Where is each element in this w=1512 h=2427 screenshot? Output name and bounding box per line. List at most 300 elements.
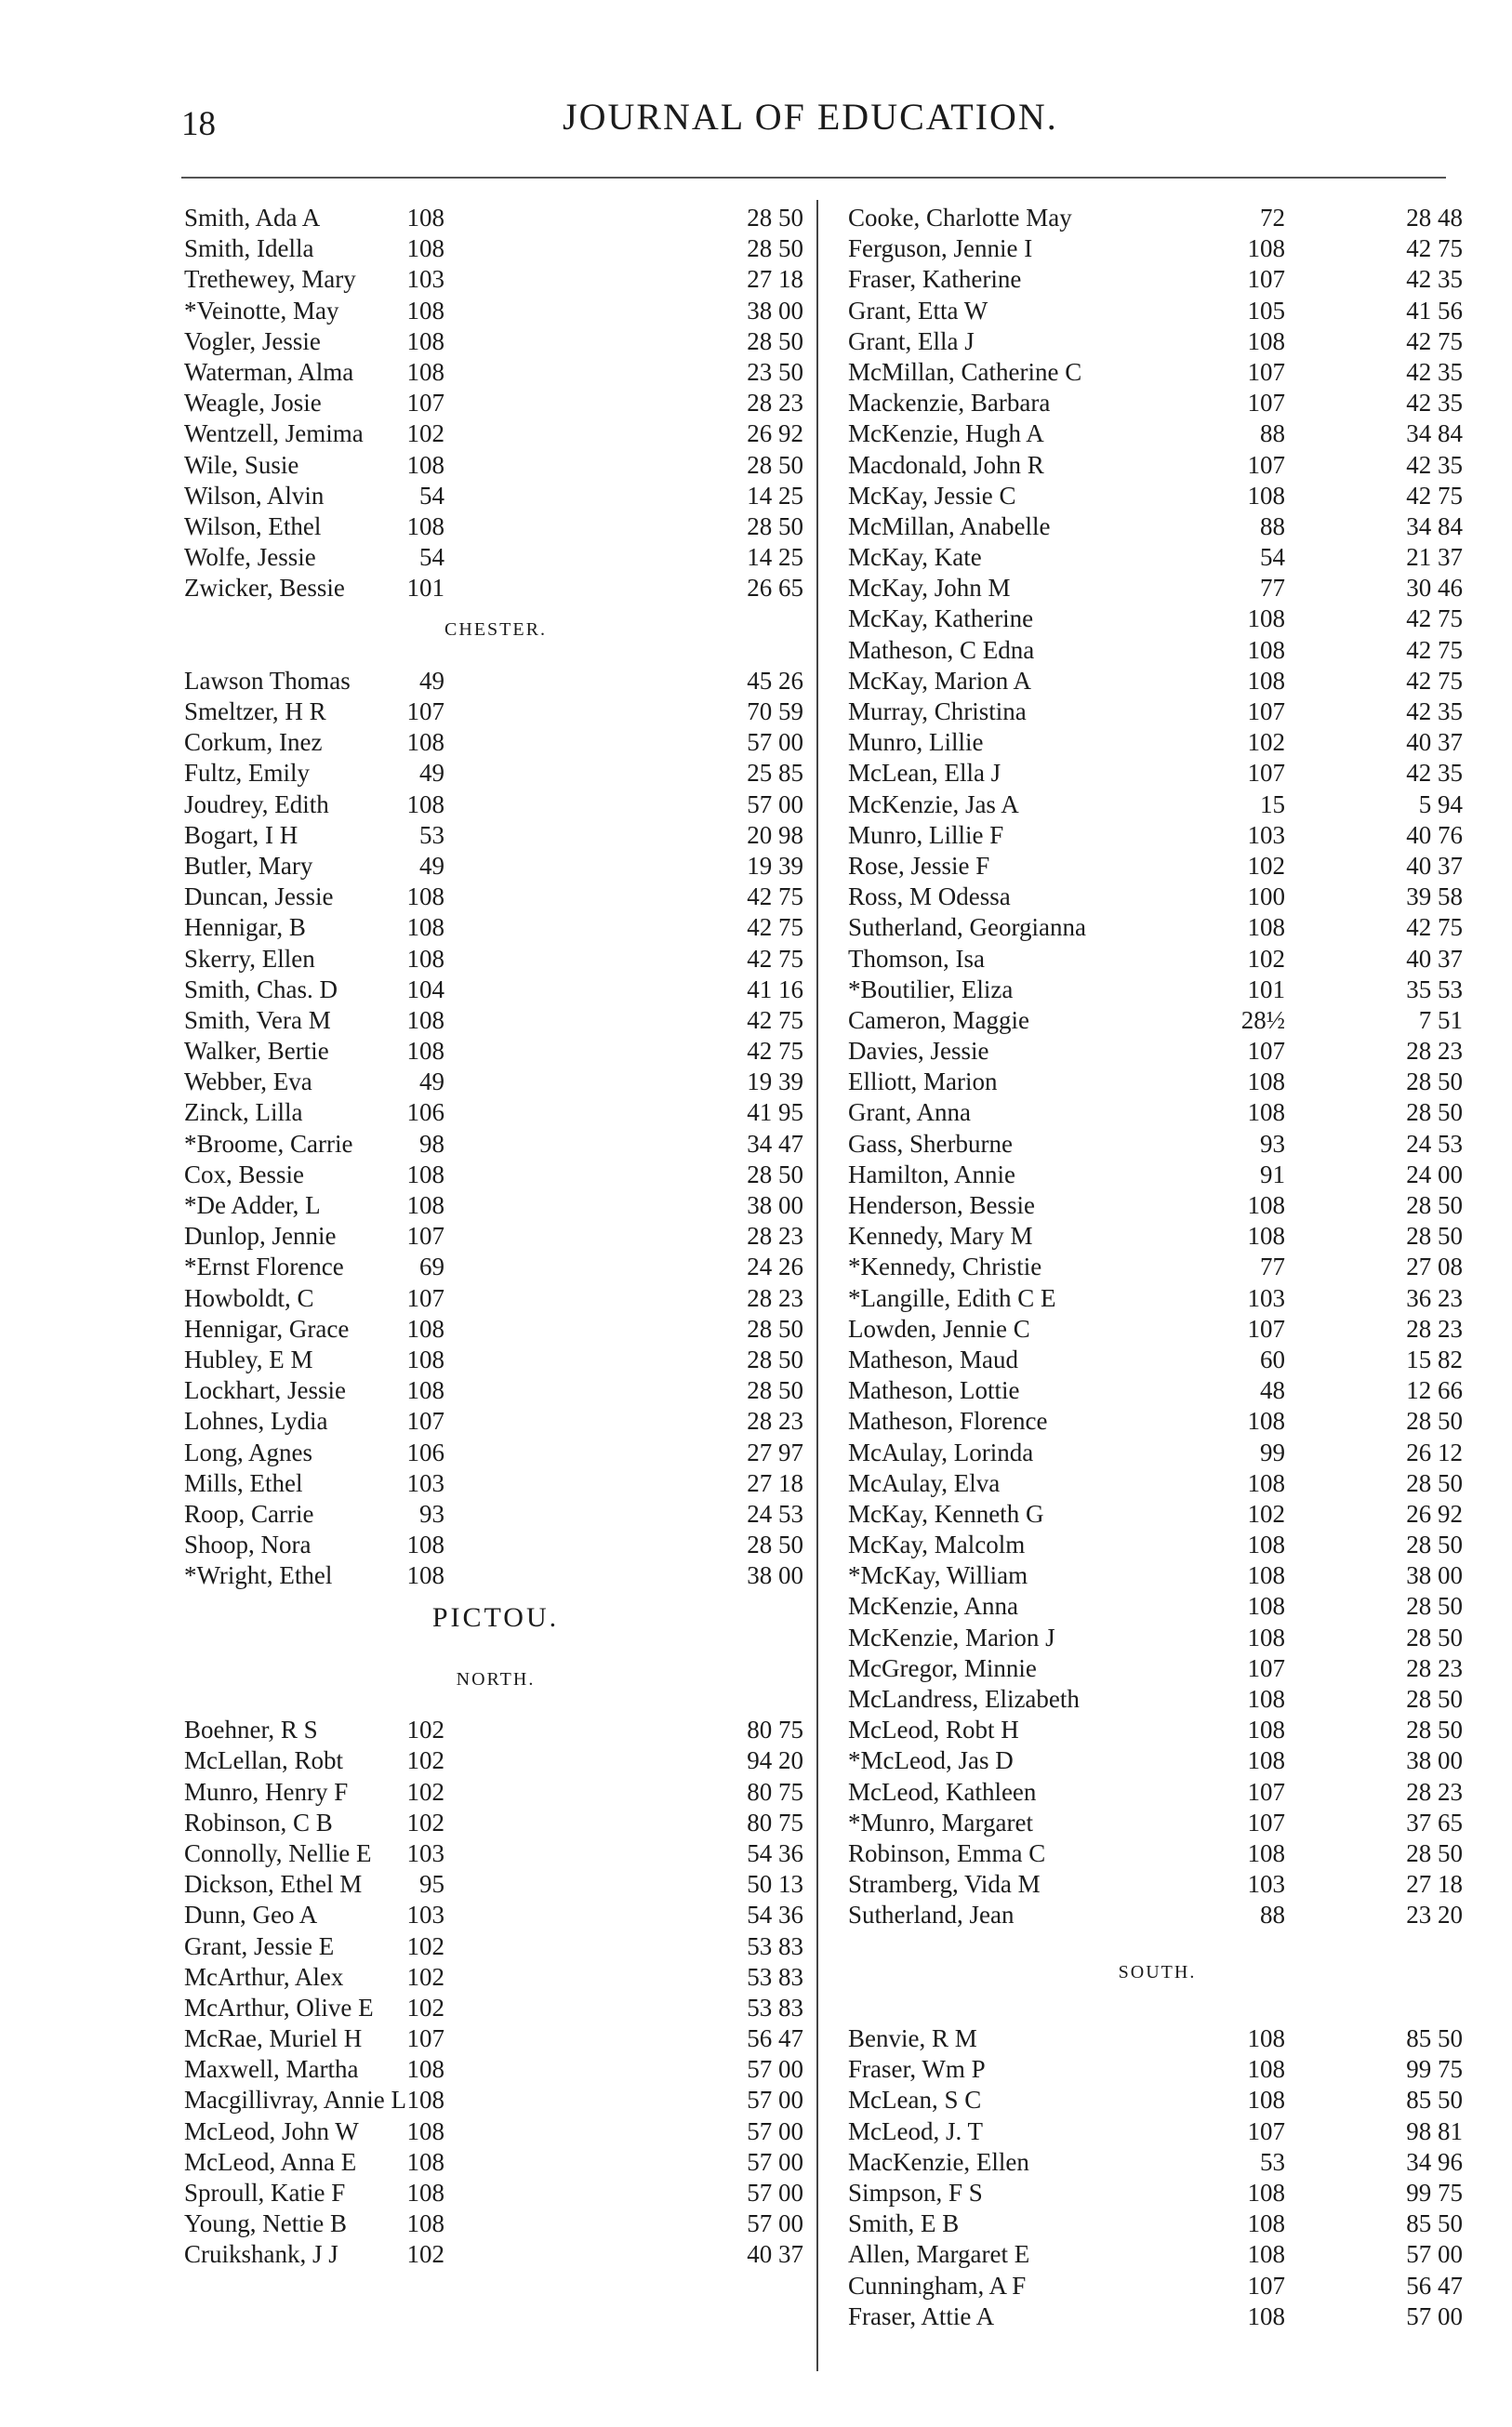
grant-amount: 28 50 — [1406, 1191, 1463, 1219]
teacher-name: Ross, M Odessa — [848, 882, 1011, 911]
teacher-name: Skerry, Ellen — [184, 944, 315, 973]
days-taught: 108 — [406, 2116, 444, 2145]
days-taught: 108 — [406, 2147, 444, 2176]
days-taught: 103 — [406, 1468, 444, 1497]
days-taught: 93 — [1260, 1129, 1285, 1158]
grant-amount: 23 20 — [1406, 1901, 1463, 1930]
grant-amount: 28 23 — [1406, 1777, 1463, 1806]
right-block-2 — [848, 2023, 1466, 2332]
table-row — [848, 573, 1466, 603]
teacher-name: *Broome, Carrie — [184, 1129, 353, 1158]
grant-amount: 56 47 — [1406, 2271, 1463, 2300]
days-taught: 108 — [406, 2179, 444, 2208]
table-row — [848, 203, 1466, 233]
days-taught: 49 — [419, 759, 444, 788]
grant-amount: 24 53 — [1406, 1129, 1463, 1158]
days-taught: 107 — [1247, 759, 1285, 788]
grant-amount: 80 75 — [747, 1808, 803, 1837]
table-row — [184, 1438, 807, 1468]
days-taught: 60 — [1260, 1345, 1285, 1373]
grant-amount: 27 97 — [747, 1438, 803, 1466]
days-taught: 108 — [1247, 604, 1285, 633]
teacher-name: Robinson, Emma C — [848, 1838, 1046, 1867]
grant-amount: 42 75 — [747, 882, 803, 911]
days-taught: 105 — [1247, 296, 1285, 325]
grant-amount: 26 92 — [747, 419, 803, 448]
teacher-name: Gass, Sherburne — [848, 1129, 1013, 1158]
grant-amount: 50 13 — [747, 1870, 803, 1899]
days-taught: 108 — [1247, 1068, 1285, 1096]
grant-amount: 34 96 — [1406, 2147, 1463, 2176]
days-taught: 107 — [406, 697, 444, 726]
days-taught: 108 — [406, 357, 444, 386]
grant-amount: 28 50 — [1406, 1531, 1463, 1559]
days-taught: 99 — [1260, 1438, 1285, 1466]
table-row — [184, 1931, 807, 1962]
grant-amount: 56 47 — [747, 2024, 803, 2053]
teacher-name: Wolfe, Jessie — [184, 543, 316, 572]
teacher-name: Connolly, Nellie E — [184, 1838, 372, 1867]
teacher-name: *Langille, Edith C E — [848, 1283, 1056, 1312]
teacher-name: McLandress, Elizabeth — [848, 1685, 1080, 1713]
table-row — [848, 666, 1466, 696]
section-heading-south: SOUTH. — [1118, 1961, 1197, 1983]
grant-amount: 28 50 — [747, 511, 803, 540]
section-heading-row — [184, 1653, 807, 1715]
days-taught: 108 — [406, 511, 444, 540]
teacher-name: Fultz, Emily — [184, 759, 310, 788]
grant-amount: 28 50 — [747, 1531, 803, 1559]
table-row — [184, 789, 807, 820]
teacher-name: Fraser, Wm P — [848, 2055, 986, 2084]
table-row — [184, 2054, 807, 2085]
grant-amount: 38 00 — [747, 296, 803, 325]
table-row — [184, 511, 807, 542]
grant-amount: 28 50 — [747, 234, 803, 263]
grant-amount: 28 50 — [747, 1160, 803, 1188]
days-taught: 101 — [1247, 975, 1285, 1003]
teacher-name: Wile, Susie — [184, 450, 299, 479]
teacher-name: Cooke, Charlotte May — [848, 204, 1072, 232]
days-taught: 54 — [419, 481, 444, 510]
table-row — [848, 635, 1466, 666]
grant-amount: 85 50 — [1406, 2086, 1463, 2115]
teacher-name: Wentzell, Jemima — [184, 419, 364, 448]
teacher-name: Allen, Margaret E — [848, 2240, 1030, 2269]
days-taught: 107 — [1247, 357, 1285, 386]
days-taught: 91 — [1260, 1160, 1285, 1188]
days-taught: 108 — [406, 2055, 444, 2084]
grant-amount: 53 83 — [747, 1993, 803, 2022]
days-taught: 102 — [406, 1716, 444, 1744]
teacher-name: Murray, Christina — [848, 697, 1027, 725]
table-row — [184, 233, 807, 264]
grant-amount: 57 00 — [747, 2179, 803, 2208]
teacher-name: McLeod, Robt H — [848, 1716, 1019, 1744]
grant-amount: 42 35 — [1406, 759, 1463, 788]
teacher-name: Hennigar, Grace — [184, 1314, 350, 1343]
teacher-name: Henderson, Bessie — [848, 1191, 1035, 1219]
days-taught: 53 — [1260, 2147, 1285, 2176]
grant-amount: 57 00 — [747, 2116, 803, 2145]
grant-amount: 57 00 — [747, 789, 803, 818]
table-row — [848, 1221, 1466, 1252]
table-row — [184, 1160, 807, 1190]
table-row — [184, 820, 807, 851]
days-taught: 107 — [1247, 1808, 1285, 1837]
grant-amount: 42 35 — [1406, 450, 1463, 479]
grant-amount: 28 50 — [1406, 1592, 1463, 1621]
days-taught: 108 — [1247, 481, 1285, 510]
days-taught: 103 — [1247, 1870, 1285, 1899]
table-row — [848, 1345, 1466, 1375]
grant-amount: 42 75 — [1406, 666, 1463, 695]
grant-amount: 45 26 — [747, 666, 803, 695]
grant-amount: 57 00 — [747, 2147, 803, 2176]
days-taught: 108 — [1247, 1561, 1285, 1590]
days-taught: 107 — [406, 1407, 444, 1436]
table-row — [848, 1067, 1466, 1097]
grant-amount: 24 53 — [747, 1499, 803, 1528]
grant-amount: 28 50 — [747, 1376, 803, 1405]
table-row — [184, 1005, 807, 1036]
days-taught: 77 — [1260, 1253, 1285, 1281]
table-row — [184, 1036, 807, 1067]
teacher-name: Stramberg, Vida M — [848, 1870, 1041, 1899]
grant-amount: 42 75 — [747, 913, 803, 942]
table-row — [848, 2178, 1466, 2208]
days-taught: 107 — [1247, 265, 1285, 294]
teacher-name: Lawson Thomas — [184, 666, 351, 695]
table-row — [848, 2301, 1466, 2332]
grant-amount: 41 16 — [747, 975, 803, 1003]
table-row — [184, 758, 807, 789]
grant-amount: 40 76 — [1406, 820, 1463, 849]
table-row — [848, 1252, 1466, 1282]
table-row — [848, 296, 1466, 326]
table-row — [848, 1406, 1466, 1437]
teacher-name: Mackenzie, Barbara — [848, 389, 1051, 418]
table-row — [848, 418, 1466, 449]
teacher-name: *McLeod, Jas D — [848, 1746, 1014, 1775]
grant-amount: 28 50 — [1406, 1685, 1463, 1713]
grant-amount: 7 51 — [1418, 1005, 1463, 1034]
grant-amount: 85 50 — [1406, 2209, 1463, 2238]
grant-amount: 98 81 — [1406, 2116, 1463, 2145]
teacher-name: McKenzie, Anna — [848, 1592, 1018, 1621]
grant-amount: 57 00 — [747, 728, 803, 757]
table-row — [184, 851, 807, 882]
grant-amount: 40 37 — [747, 2240, 803, 2269]
table-row — [184, 1530, 807, 1560]
teacher-name: Rose, Jessie F — [848, 851, 990, 880]
teacher-name: Matheson, Florence — [848, 1407, 1048, 1436]
table-row — [848, 1036, 1466, 1067]
teacher-name: Young, Nettie B — [184, 2209, 348, 2238]
left-block-1 — [184, 203, 807, 603]
table-row — [848, 1375, 1466, 1406]
table-row — [848, 1684, 1466, 1715]
grant-amount: 28 23 — [747, 1407, 803, 1436]
grant-amount: 54 36 — [747, 1901, 803, 1930]
teacher-name: *De Adder, L — [184, 1191, 321, 1220]
grant-amount: 42 35 — [1406, 389, 1463, 418]
teacher-name: Munro, Henry F — [184, 1777, 349, 1806]
grant-amount: 80 75 — [747, 1777, 803, 1806]
grant-amount: 28 48 — [1406, 204, 1463, 232]
table-row — [184, 1468, 807, 1499]
teacher-name: Fraser, Attie A — [848, 2301, 995, 2330]
table-row — [848, 388, 1466, 418]
days-taught: 108 — [1247, 666, 1285, 695]
table-row — [848, 944, 1466, 975]
teacher-name: *Boutilier, Eliza — [848, 975, 1014, 1003]
teacher-name: Matheson, Maud — [848, 1345, 1018, 1373]
grant-amount: 15 82 — [1406, 1345, 1463, 1373]
page-header — [181, 95, 1460, 151]
teacher-name: McRae, Muriel H — [184, 2024, 363, 2053]
teacher-name: *Munro, Margaret — [848, 1808, 1033, 1837]
days-taught: 108 — [1247, 1468, 1285, 1497]
days-taught: 53 — [419, 820, 444, 849]
grant-amount: 26 92 — [1406, 1499, 1463, 1528]
left-column — [184, 203, 807, 2271]
table-row — [848, 1314, 1466, 1345]
grant-amount: 28 50 — [747, 1314, 803, 1343]
grant-amount: 57 00 — [747, 2055, 803, 2084]
grant-amount: 28 50 — [1406, 1623, 1463, 1651]
teacher-name: McArthur, Alex — [184, 1962, 344, 1991]
days-taught: 103 — [1247, 820, 1285, 849]
grant-amount: 37 65 — [1406, 1808, 1463, 1837]
table-row — [184, 1314, 807, 1345]
days-taught: 54 — [419, 543, 444, 572]
table-row — [184, 2085, 807, 2115]
table-row — [848, 1653, 1466, 1684]
teacher-name: Sproull, Katie F — [184, 2179, 346, 2208]
teacher-name: McArthur, Olive E — [184, 1993, 374, 2022]
table-row — [184, 2116, 807, 2147]
days-taught: 102 — [406, 1746, 444, 1775]
days-taught: 108 — [406, 1037, 444, 1066]
days-taught: 108 — [1247, 2086, 1285, 2115]
grant-amount: 34 47 — [747, 1129, 803, 1158]
grant-amount: 42 75 — [747, 944, 803, 973]
days-taught: 54 — [1260, 543, 1285, 572]
days-taught: 102 — [406, 419, 444, 448]
table-row — [184, 1345, 807, 1375]
table-row — [848, 2116, 1466, 2147]
days-taught: 49 — [419, 1068, 444, 1096]
table-row — [184, 481, 807, 511]
header-rule — [181, 177, 1446, 179]
column-divider — [816, 200, 818, 2371]
grant-amount: 28 50 — [747, 450, 803, 479]
left-block-2 — [184, 666, 807, 1592]
table-row — [848, 2239, 1466, 2270]
grant-amount: 53 83 — [747, 1962, 803, 1991]
days-taught: 106 — [406, 1098, 444, 1127]
days-taught: 108 — [406, 450, 444, 479]
table-row — [184, 975, 807, 1005]
left-block-3 — [184, 1715, 807, 2270]
teacher-name: Elliott, Marion — [848, 1068, 998, 1096]
teacher-name: Lowden, Jennie C — [848, 1314, 1030, 1343]
teacher-name: McMillan, Anabelle — [848, 511, 1051, 540]
days-taught: 102 — [1247, 728, 1285, 757]
teacher-name: Munro, Lillie — [848, 728, 984, 757]
table-row — [848, 450, 1466, 481]
grant-amount: 28 50 — [747, 204, 803, 232]
teacher-name: McKay, Katherine — [848, 604, 1034, 633]
days-taught: 88 — [1260, 1901, 1285, 1930]
grant-amount: 27 18 — [1406, 1870, 1463, 1899]
teacher-name: Matheson, Lottie — [848, 1376, 1020, 1405]
teacher-name: Dunlop, Jennie — [184, 1222, 337, 1251]
teacher-name: *Veinotte, May — [184, 296, 339, 325]
teacher-name: McLeod, J. T — [848, 2116, 983, 2145]
table-row — [848, 975, 1466, 1005]
days-taught: 88 — [1260, 419, 1285, 448]
teacher-name: Davies, Jessie — [848, 1037, 989, 1066]
teacher-name: Hamilton, Annie — [848, 1160, 1015, 1188]
grant-amount: 12 66 — [1406, 1376, 1463, 1405]
table-row — [184, 2147, 807, 2178]
grant-amount: 85 50 — [1406, 2024, 1463, 2053]
days-taught: 102 — [406, 1993, 444, 2022]
teacher-name: Macdonald, John R — [848, 450, 1044, 479]
teacher-name: *Ernst Florence — [184, 1253, 344, 1281]
table-row — [848, 1438, 1466, 1468]
table-row — [184, 450, 807, 481]
table-row — [184, 2239, 807, 2270]
grant-amount: 28 50 — [747, 326, 803, 355]
teacher-name: Boehner, R S — [184, 1716, 318, 1744]
table-row — [184, 418, 807, 449]
teacher-name: McMillan, Catherine C — [848, 357, 1082, 386]
grant-amount: 23 50 — [747, 357, 803, 386]
teacher-name: Simpson, F S — [848, 2179, 983, 2208]
days-taught: 108 — [1247, 1838, 1285, 1867]
teacher-name: Dickson, Ethel M — [184, 1870, 363, 1899]
teacher-name: Lockhart, Jessie — [184, 1376, 346, 1405]
right-block-1 — [848, 203, 1466, 1931]
days-taught: 49 — [419, 851, 444, 880]
teacher-name: Grant, Jessie E — [184, 1931, 335, 1960]
grant-amount: 34 84 — [1406, 419, 1463, 448]
days-taught: 102 — [1247, 851, 1285, 880]
grant-amount: 42 75 — [1406, 481, 1463, 510]
table-row — [184, 2208, 807, 2239]
teacher-name: MacKenzie, Ellen — [848, 2147, 1029, 2176]
table-row — [848, 1838, 1466, 1869]
days-taught: 108 — [1247, 1685, 1285, 1713]
table-row — [184, 1499, 807, 1530]
days-taught: 107 — [1247, 1037, 1285, 1066]
table-row — [848, 326, 1466, 357]
grant-amount: 28 23 — [1406, 1037, 1463, 1066]
days-taught: 108 — [406, 204, 444, 232]
days-taught: 108 — [1247, 2024, 1285, 2053]
grant-amount: 57 00 — [747, 2086, 803, 2115]
days-taught: 108 — [406, 1561, 444, 1590]
grant-amount: 14 25 — [747, 543, 803, 572]
teacher-name: Sutherland, Jean — [848, 1901, 1015, 1930]
table-row — [184, 1375, 807, 1406]
grant-amount: 42 75 — [1406, 326, 1463, 355]
table-row — [848, 1283, 1466, 1314]
grant-amount: 42 35 — [1406, 265, 1463, 294]
grant-amount: 24 26 — [747, 1253, 803, 1281]
grant-amount: 38 00 — [1406, 1561, 1463, 1590]
table-row — [184, 2178, 807, 2208]
grant-amount: 28 50 — [1406, 1838, 1463, 1867]
grant-amount: 28 50 — [1406, 1222, 1463, 1251]
table-row — [184, 296, 807, 326]
teacher-name: Walker, Bertie — [184, 1037, 329, 1066]
grant-amount: 25 85 — [747, 759, 803, 788]
teacher-name: McKay, Kenneth G — [848, 1499, 1044, 1528]
teacher-name: Maxwell, Martha — [184, 2055, 359, 2084]
days-taught: 108 — [1247, 2240, 1285, 2269]
teacher-name: Thomson, Isa — [848, 944, 985, 973]
days-taught: 95 — [419, 1870, 444, 1899]
grant-amount: 36 23 — [1406, 1283, 1463, 1312]
running-title: JOURNAL OF EDUCATION. — [563, 96, 1058, 138]
grant-amount: 28 50 — [1406, 1716, 1463, 1744]
table-row — [184, 727, 807, 758]
days-taught: 108 — [1247, 1407, 1285, 1436]
section-heading-row — [184, 1591, 807, 1652]
grant-amount: 34 84 — [1406, 511, 1463, 540]
days-taught: 107 — [1247, 1777, 1285, 1806]
table-row — [848, 789, 1466, 820]
table-row — [848, 820, 1466, 851]
teacher-name: Zinck, Lilla — [184, 1098, 303, 1127]
table-row — [184, 388, 807, 418]
teacher-name: McKay, Marion A — [848, 666, 1031, 695]
grant-amount: 99 75 — [1406, 2055, 1463, 2084]
days-taught: 107 — [1247, 697, 1285, 725]
table-row — [184, 264, 807, 295]
days-taught: 107 — [1247, 1314, 1285, 1343]
table-row — [184, 1745, 807, 1776]
grant-amount: 42 75 — [1406, 635, 1463, 664]
teacher-name: McKenzie, Marion J — [848, 1623, 1055, 1651]
days-taught: 102 — [406, 1931, 444, 1960]
teacher-name: Smith, Idella — [184, 234, 314, 263]
grant-amount: 24 00 — [1406, 1160, 1463, 1188]
grant-amount: 19 39 — [747, 1068, 803, 1096]
teacher-name: McKenzie, Jas A — [848, 789, 1019, 818]
grant-amount: 94 20 — [747, 1746, 803, 1775]
days-taught: 103 — [1247, 1283, 1285, 1312]
days-taught: 72 — [1260, 204, 1285, 232]
days-taught: 108 — [406, 944, 444, 973]
teacher-name: Long, Agnes — [184, 1438, 312, 1466]
days-taught: 108 — [406, 234, 444, 263]
grant-amount: 42 75 — [747, 1037, 803, 1066]
table-row — [848, 1808, 1466, 1838]
table-row — [848, 1715, 1466, 1745]
days-taught: 108 — [1247, 913, 1285, 942]
days-taught: 107 — [406, 1283, 444, 1312]
days-taught: 100 — [1247, 882, 1285, 911]
table-row — [184, 696, 807, 727]
grant-amount: 53 83 — [747, 1931, 803, 1960]
days-taught: 108 — [1247, 2209, 1285, 2238]
grant-amount: 28 23 — [747, 1283, 803, 1312]
